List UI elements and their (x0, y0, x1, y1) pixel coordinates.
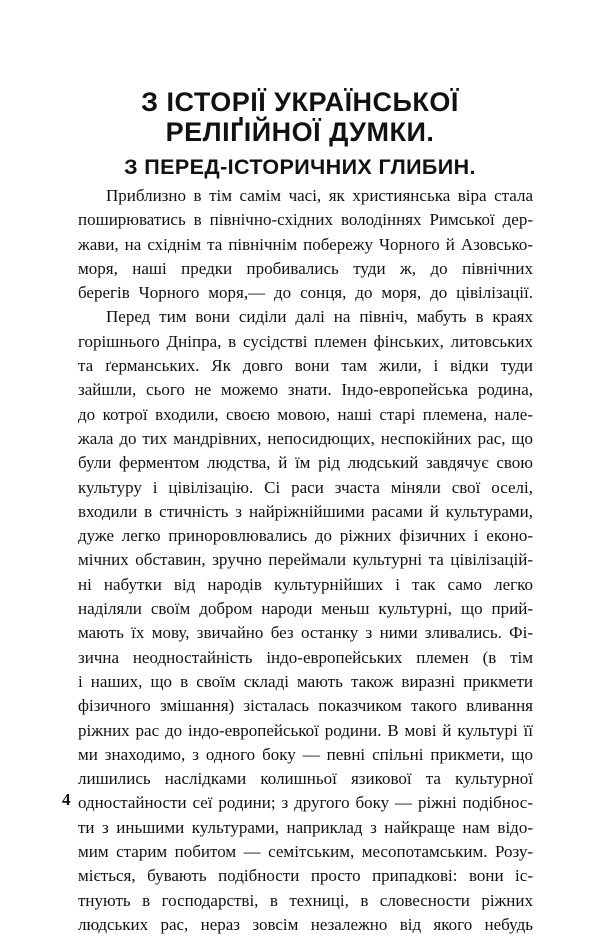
text-line: людських рас, нераз зовсім незалежно від якого небудь (78, 914, 533, 934)
text-line: дуже легко приноровлювались до ріжних фізичних і еконо- (78, 526, 533, 546)
text-line: до котрої входили, своєю мовою, наші старі племена, нале- (78, 404, 533, 424)
text-line: фізичного змішання) зісталась показчиком такого вливання (78, 696, 533, 716)
text-line: мим старим побитом — семітським, месопотамським. Розу- (78, 842, 533, 862)
text-line: та ґерманських. Як довго вони там жили, і відки туди (78, 356, 533, 376)
text-line: моря, наші предки пробивались туди ж, до північних (78, 258, 533, 278)
text-line: і наших, що в своїм складі мають також виразні прикмети (78, 671, 533, 691)
text-line: жави, на східнім та північнім побережу Чорного й Азовсько- (78, 234, 533, 254)
text-line: зайшли, сього не можемо знати. Індо-европейська родина, (78, 380, 533, 400)
text-line: входили в стичність з найріжнійшими расами й культурами, (78, 501, 533, 521)
text-line: одностайности сеї родини; з другого боку — ріжні подібнос- (78, 793, 533, 813)
text-line: були ферментом людства, й їм рід людський завдячує свою (78, 453, 533, 473)
text-line: ні набутки від народів культурнійших і так само легко (78, 574, 533, 594)
text-line: горішнього Дніпра, в сусідстві племен фінських, литовських (78, 331, 533, 351)
page-number: 4 (62, 790, 71, 809)
text-line: ти з иньшими культурами, наприклад з найкраще нам відо- (78, 817, 533, 837)
chapter-title-line-1: З ІСТОРІЇ УКРАЇНСЬКОЇ (141, 87, 459, 117)
text-line: зична неодностайність індо-европейських племен (в тім (78, 647, 533, 667)
text-line: наділяли своїм добром народи меньш культурні, що прий- (78, 599, 533, 619)
text-line: лишились наслідками колишньої язикової та культурної (78, 769, 533, 789)
text-line: ріжних рас до індо-европейської родини. В мові й культурі її (78, 720, 533, 740)
body-text (78, 184, 533, 937)
text-line: міється, бувають подібности просто припадкові: вони іс- (78, 866, 533, 886)
text-line: Приблизно в тім самім часі, як християнська віра стала (106, 186, 533, 205)
text-line: Перед тим вони сиділи далі на північ, мабуть в краях (106, 307, 533, 327)
text-line: жала до тих мандрівних, непосидющих, неспокійних рас, що (78, 428, 533, 448)
text-line: мають їх мову, звичайно без останку з ними зливались. Фі- (78, 623, 533, 643)
section-title: З ПЕРЕД-ІСТОРИЧНИХ ГЛИБИН. (124, 155, 476, 179)
text-line: культуру і цівілізацію. Сі раси зчаста міняли свої оселі, (78, 477, 533, 497)
text-line: поширюватись в північно-східних володіннях Римської дер- (78, 210, 533, 230)
text-line: мічних обставин, зручно переймали культурні та цівілізацій- (78, 550, 533, 570)
chapter-title-line-2: РЕЛІҐІЙНОЇ ДУМКИ. (165, 117, 435, 147)
text-line: ми знаходимо, з одного боку — певні спільні прикмети, що (78, 744, 533, 764)
text-line: берегів Чорного моря,— до сонця, до моря, до цівілізації. (78, 283, 533, 303)
text-line: тнують в господарстві, в техниці, в словесности ріжних (78, 890, 533, 910)
